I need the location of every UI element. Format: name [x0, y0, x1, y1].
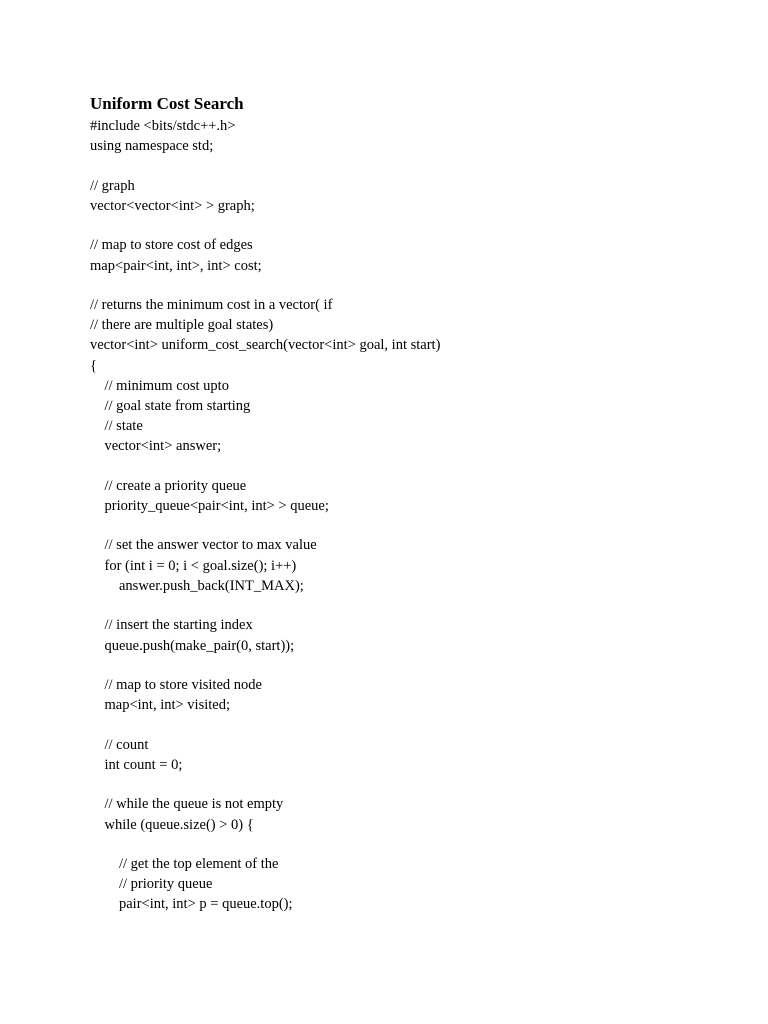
blank-line [90, 216, 730, 235]
blank-line [90, 775, 730, 794]
code-line: { [90, 357, 97, 374]
blank-line [90, 656, 730, 675]
code-line: queue.push(make_pair(0, start)); [90, 637, 295, 654]
code-block [90, 116, 730, 915]
document-title: Uniform Cost Search [90, 94, 244, 113]
code-line: // insert the starting index [90, 617, 253, 634]
code-line: answer.push_back(INT_MAX); [90, 577, 304, 594]
code-line: // there are multiple goal states) [90, 317, 274, 334]
code-line: pair<int, int> p = queue.top(); [90, 896, 293, 913]
code-line: // while the queue is not empty [90, 796, 284, 813]
blank-line [90, 156, 730, 175]
code-line: vector<int> uniform_cost_search(vector<int> goal, int start) [90, 337, 441, 354]
code-line: // returns the minimum cost in a vector( if [90, 297, 333, 314]
code-line: vector<vector<int> > graph; [90, 197, 255, 214]
code-line: // create a priority queue [90, 477, 247, 494]
code-line: // priority queue [90, 876, 213, 893]
code-line: vector<int> answer; [90, 438, 222, 455]
code-line: // map to store cost of edges [90, 237, 253, 254]
code-line: for (int i = 0; i < goal.size(); i++) [90, 557, 297, 574]
blank-line [90, 596, 730, 615]
code-line: int count = 0; [90, 756, 183, 773]
code-line: map<pair<int, int>, int> cost; [90, 257, 262, 274]
code-line: // minimum cost upto [90, 377, 229, 394]
code-line: // graph [90, 177, 135, 194]
blank-line [90, 516, 730, 535]
blank-line [90, 715, 730, 734]
code-line: // get the top element of the [90, 856, 279, 873]
code-line: // state [90, 418, 143, 435]
blank-line [90, 276, 730, 295]
code-line: #include <bits/stdc++.h> [90, 118, 236, 134]
code-line: while (queue.size() > 0) { [90, 816, 254, 833]
blank-line [90, 457, 730, 476]
code-line: priority_queue<pair<int, int> > queue; [90, 498, 329, 514]
code-line: using namespace std; [90, 138, 214, 155]
blank-line [90, 835, 730, 854]
code-line: // map to store visited node [90, 677, 262, 694]
code-line: // goal state from starting [90, 397, 251, 414]
code-line: map<int, int> visited; [90, 697, 231, 714]
code-line: // set the answer vector to max value [90, 537, 317, 554]
code-line: // count [90, 736, 149, 753]
